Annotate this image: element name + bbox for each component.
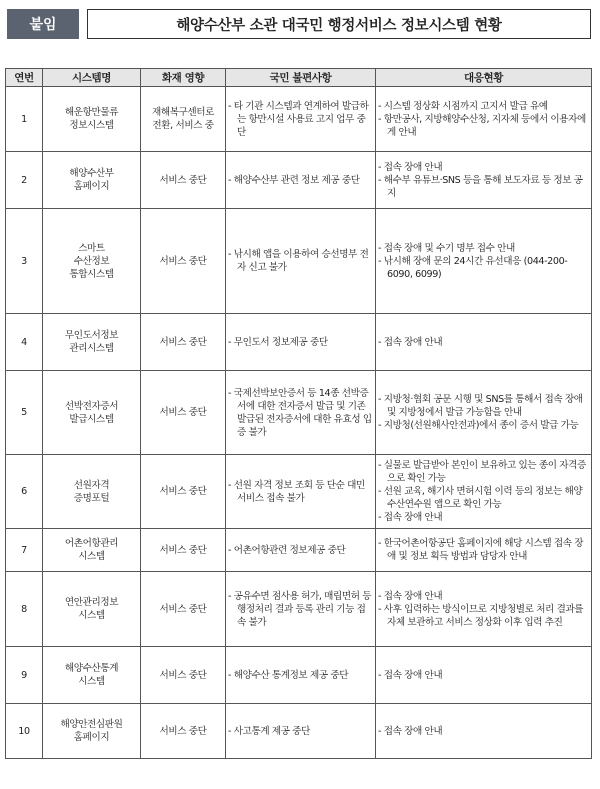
cell-response [376,529,592,572]
response-item: - 접속 장애 안내 [378,590,443,602]
impact-line: 재해복구센터로 [151,107,215,118]
cell-no: 7 [6,529,43,572]
inconvenience-item: - 낚시해 앱을 이용하여 승선명부 전자 신고 불가 [228,249,369,273]
response-item: - 지방청(선원해사안전과)에서 종이 증서 발급 가능 [378,420,579,431]
cell-system-name [43,704,141,759]
impact-line: 서비스 중단 [159,544,207,556]
cell-fire-impact [141,455,226,529]
response-item: - 해수부 유튜브·SNS 등을 통해 보도자료 등 정보 공지 [378,174,583,199]
response-item: - 시스템 정상화 시점까지 고지서 발급 유예 [378,100,548,112]
impact-line: 서비스 중단 [159,407,207,418]
cell-fire-impact [141,572,226,647]
inconvenience-item: - 해양수산 통계정보 제공 중단 [228,669,349,681]
impact-line: 서비스 중단 [159,486,207,497]
cell-fire-impact [141,704,226,759]
cell-no: 4 [6,314,43,371]
table-row [6,87,592,152]
cell-response [376,314,592,371]
cell-system-name [43,314,141,371]
system-name-line: 해양안전심판원 [60,719,123,730]
cell-system-name [43,647,141,704]
cell-inconvenience [226,152,376,209]
response-item: - 접속 장애 안내 [378,336,443,348]
cell-system-name [43,152,141,209]
system-name-line: 홈페이지 [73,732,110,743]
system-name-line: 증명포털 [73,492,110,504]
document-title: 해양수산부 소관 대국민 행정서비스 정보시스템 현황 [87,9,591,39]
cell-no: 1 [6,87,43,152]
cell-no: 3 [6,209,43,314]
response-item: - 접속 장애 안내 [378,725,443,737]
cell-system-name [43,87,141,152]
impact-line: 서비스 중단 [159,336,207,348]
cell-fire-impact [141,647,226,704]
system-name-line: 시스템 [78,676,105,687]
cell-response [376,647,592,704]
cell-fire-impact [141,314,226,371]
response-item: - 접속 장애 안내 [378,669,443,681]
cell-fire-impact [141,529,226,572]
cell-system-name [43,529,141,572]
response-item: - 접속 장애 및 수기 명부 접수 안내 [378,242,515,254]
cell-inconvenience [226,529,376,572]
cell-response [376,87,592,152]
cell-response [376,704,592,759]
cell-inconvenience [226,87,376,152]
inconvenience-item: - 타 기관 시스템과 연계하여 발급하는 항만시설 사용료 고지 업무 중단 [228,100,369,138]
system-name-line: 선박전자증서 [64,400,119,412]
system-name-line: 해양수산통계 [64,663,119,674]
header-inconvenience: 국민 불편사항 [226,69,376,87]
inconvenience-item: - 공유수면 점사용 허가, 매립면허 등 행정처리 결과 등록 관리 기능 접속 불가 [228,590,372,628]
cell-response [376,209,592,314]
response-item: - 접속 장애 안내 [378,512,443,523]
cell-inconvenience [226,455,376,529]
inconvenience-item: - 무인도서 정보제공 중단 [228,336,328,348]
cell-fire-impact [141,209,226,314]
response-item: - 사후 입력하는 방식이므로 지방청별로 처리 결과를 자체 보관하고 서비스 정상화 이후 입력 추진 [378,603,584,628]
response-item: - 선원 교육, 해기사 면허시험 이력 등의 정보는 해양수산연수원 앱으로 확인 가능 [378,486,583,510]
cell-system-name [43,371,141,455]
header-system-name: 시스템명 [43,69,141,87]
cell-response [376,371,592,455]
system-name-line: 발급시스템 [69,413,114,425]
cell-response [376,152,592,209]
table-header-row [6,69,592,87]
table-row [6,455,592,529]
cell-inconvenience [226,572,376,647]
cell-no: 10 [6,704,43,759]
table-row [6,371,592,455]
cell-no: 9 [6,647,43,704]
system-name-line: 홈페이지 [73,181,110,192]
response-item: - 지방청·협회 공문 시행 및 SNS를 통해서 접속 장애 및 지방청에서 발급 가능함을 안내 [378,394,583,418]
table-row [6,529,592,572]
impact-line: 전환, 서비스 중 [152,120,214,131]
system-name-line: 시스템 [78,610,105,621]
header-no: 연번 [6,69,43,87]
system-name-line: 무인도서정보 [64,330,119,341]
cell-fire-impact [141,87,226,152]
table-row [6,572,592,647]
header-fire-impact: 화재 영향 [141,69,226,87]
table-row [6,704,592,759]
inconvenience-item: - 해양수산부 관련 정보 제공 중단 [228,174,360,186]
cell-fire-impact [141,152,226,209]
system-name-line: 수산정보 [73,255,110,267]
cell-response [376,455,592,529]
cell-no: 8 [6,572,43,647]
system-name-line: 어촌어항관리 [64,538,119,549]
header-response: 대응현황 [376,69,592,87]
system-name-line: 시스템 [78,551,105,562]
cell-inconvenience [226,209,376,314]
table-row [6,647,592,704]
cell-inconvenience [226,314,376,371]
cell-no: 5 [6,371,43,455]
system-name-line: 해운항만물류 [64,107,119,118]
header [7,9,591,39]
system-name-line: 스마트 [78,242,105,254]
impact-line: 서비스 중단 [159,603,207,615]
cell-fire-impact [141,371,226,455]
system-name-line: 선원자격 [73,479,110,491]
cell-system-name [43,209,141,314]
response-item: - 실물로 발급받아 본인이 보유하고 있는 종이 자격증으로 확인 가능 [378,460,586,484]
impact-line: 서비스 중단 [159,174,207,186]
systems-table [5,68,592,759]
system-name-line: 관리시스템 [69,343,114,354]
system-name-line: 연안관리정보 [64,597,119,608]
table-row [6,152,592,209]
cell-response [376,572,592,647]
cell-inconvenience [226,371,376,455]
system-name-line: 정보시스템 [69,120,114,131]
response-item: - 낚시해 장애 문의 24시간 유선대응 (044-200-6090, 6099) [378,255,568,280]
inconvenience-item: - 국제선박보안증서 등 14종 선박증서에 대한 전자증서 발급 및 기존 발급된 전자증서에 대한 유효성 입증 불가 [228,387,372,438]
cell-inconvenience [226,704,376,759]
table-row [6,209,592,314]
response-item: - 한국어촌어항공단 홈페이지에 해당 시스템 접속 장애 및 정보 획득 방법과 담당자 안내 [378,538,584,562]
cell-no: 6 [6,455,43,529]
impact-line: 서비스 중단 [159,669,207,681]
cell-inconvenience [226,647,376,704]
inconvenience-item: - 선원 자격 정보 조회 등 단순 대민서비스 접속 불가 [228,479,365,504]
inconvenience-item: - 어촌어항관련 정보제공 중단 [228,544,346,556]
table-body [6,87,592,759]
cell-no: 2 [6,152,43,209]
system-name-line: 해양수산부 [69,168,114,179]
inconvenience-item: - 사고통계 제공 중단 [228,725,310,737]
impact-line: 서비스 중단 [159,255,207,267]
response-item: - 항만공사, 지방해양수산청, 지자체 등에서 이용자에게 안내 [378,113,586,138]
attachment-badge: 붙임 [7,9,79,39]
cell-system-name [43,455,141,529]
impact-line: 서비스 중단 [159,725,207,737]
table-row [6,314,592,371]
system-name-line: 통합시스템 [69,268,114,280]
response-item: - 접속 장애 안내 [378,161,443,173]
cell-system-name [43,572,141,647]
